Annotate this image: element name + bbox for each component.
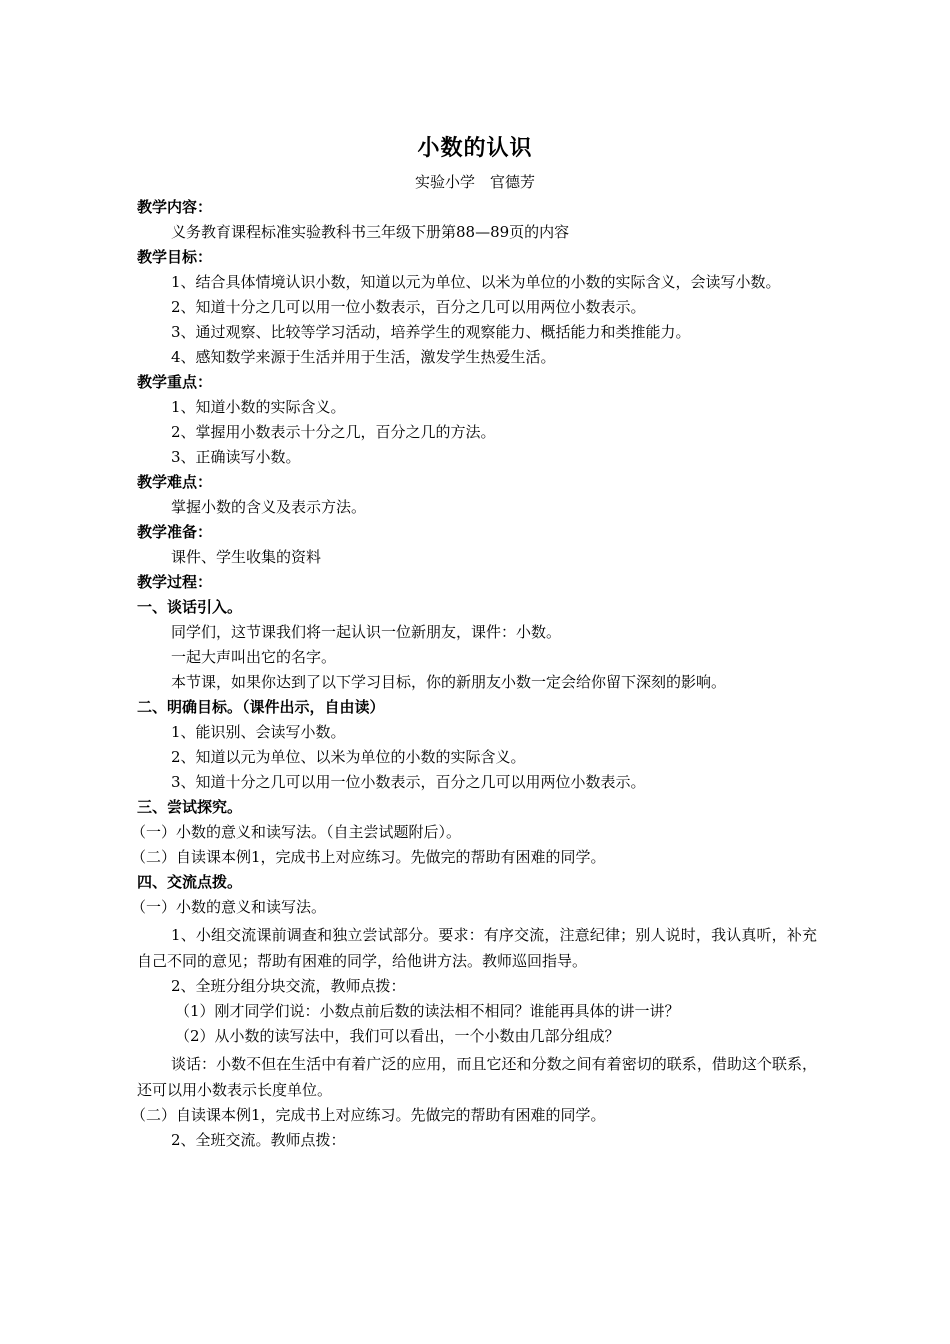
section-heading-key: 教学重点： (137, 373, 213, 391)
step-line: （一）小数的意义和读写法。（自主尝试题附后）。 (131, 823, 462, 841)
step-paragraph: 谈话：小数不但在生活中有着广泛的应用，而且它还和分数之间有着密切的联系，借助这个联系，还可以用小数表示长度单位。 (137, 1055, 817, 1099)
document-body (131, 197, 817, 1155)
step-heading: 二、明确目标。（课件出示，自由读） (137, 698, 385, 716)
step-line: 2、全班交流。教师点拨： (171, 1131, 346, 1149)
goal-item: 3、通过观察、比较等学习活动，培养学生的观察能力、概括能力和类推能力。 (171, 323, 691, 341)
author-line: 实验小学 官德芳 (414, 173, 535, 191)
step-line: （二）自读课本例1，完成书上对应练习。先做完的帮助有困难的同学。 (131, 848, 606, 866)
question-line: （1）刚才同学们说：小数点前后数的读法相不相同？谁能再具体的讲一讲？ (175, 1002, 680, 1020)
step-heading: 三、尝试探究。 (137, 798, 243, 816)
key-point-item: 1、知道小数的实际含义。 (171, 398, 346, 416)
section-heading-content: 教学内容： (137, 198, 213, 216)
step-paragraph: 1、小组交流课前调查和独立尝试部分。要求：有序交流，注意纪律；别人说时，我认真听，补充自己不同的意见；帮助有困难的同学，给他讲方法。教师巡回指导。 (137, 926, 817, 970)
step-heading: 四、交流点拨。 (137, 873, 243, 891)
key-point-item: 3、正确读写小数。 (171, 448, 301, 466)
key-point-item: 2、掌握用小数表示十分之几，百分之几的方法。 (171, 423, 496, 441)
step-line: 3、知道十分之几可以用一位小数表示，百分之几可以用两位小数表示。 (171, 773, 646, 791)
step-line: 1、能识别、会读写小数。 (171, 723, 346, 741)
step-heading: 一、谈话引入。 (137, 598, 243, 616)
question-line: （2）从小数的读写法中，我们可以看出，一个小数由几部分组成？ (175, 1027, 620, 1045)
step-line: 同学们，这节课我们将一起认识一位新朋友，课件：小数。 (171, 623, 562, 641)
content-text: 义务教育课程标准实验教科书三年级下册第88—89页的内容 (171, 223, 570, 241)
step-line: 2、全班分组分块交流，教师点拨： (171, 977, 406, 995)
section-heading-goals: 教学目标： (137, 248, 213, 266)
goal-item: 4、感知数学来源于生活并用于生活，激发学生热爱生活。 (171, 348, 556, 366)
step-subheading: （一）小数的意义和读写法。 (131, 898, 327, 916)
section-heading-prep: 教学准备： (137, 523, 213, 541)
section-heading-difficulty: 教学难点： (137, 473, 213, 491)
difficulty-text: 掌握小数的含义及表示方法。 (171, 498, 367, 516)
goal-item: 1、结合具体情境认识小数，知道以元为单位、以米为单位的小数的实际含义，会读写小数。 (171, 273, 781, 291)
step-line: 一起大声叫出它的名字。 (171, 648, 337, 666)
step-line: 2、知道以元为单位、以米为单位的小数的实际含义。 (171, 748, 526, 766)
prep-text: 课件、学生收集的资料 (171, 548, 322, 566)
step-line: 本节课，如果你达到了以下学习目标，你的新朋友小数一定会给你留下深刻的影响。 (171, 673, 727, 691)
goal-item: 2、知道十分之几可以用一位小数表示，百分之几可以用两位小数表示。 (171, 298, 646, 316)
section-heading-process: 教学过程： (137, 573, 213, 591)
step-subheading: （二）自读课本例1，完成书上对应练习。先做完的帮助有困难的同学。 (131, 1106, 606, 1124)
page-title: 小数的认识 (417, 135, 533, 161)
